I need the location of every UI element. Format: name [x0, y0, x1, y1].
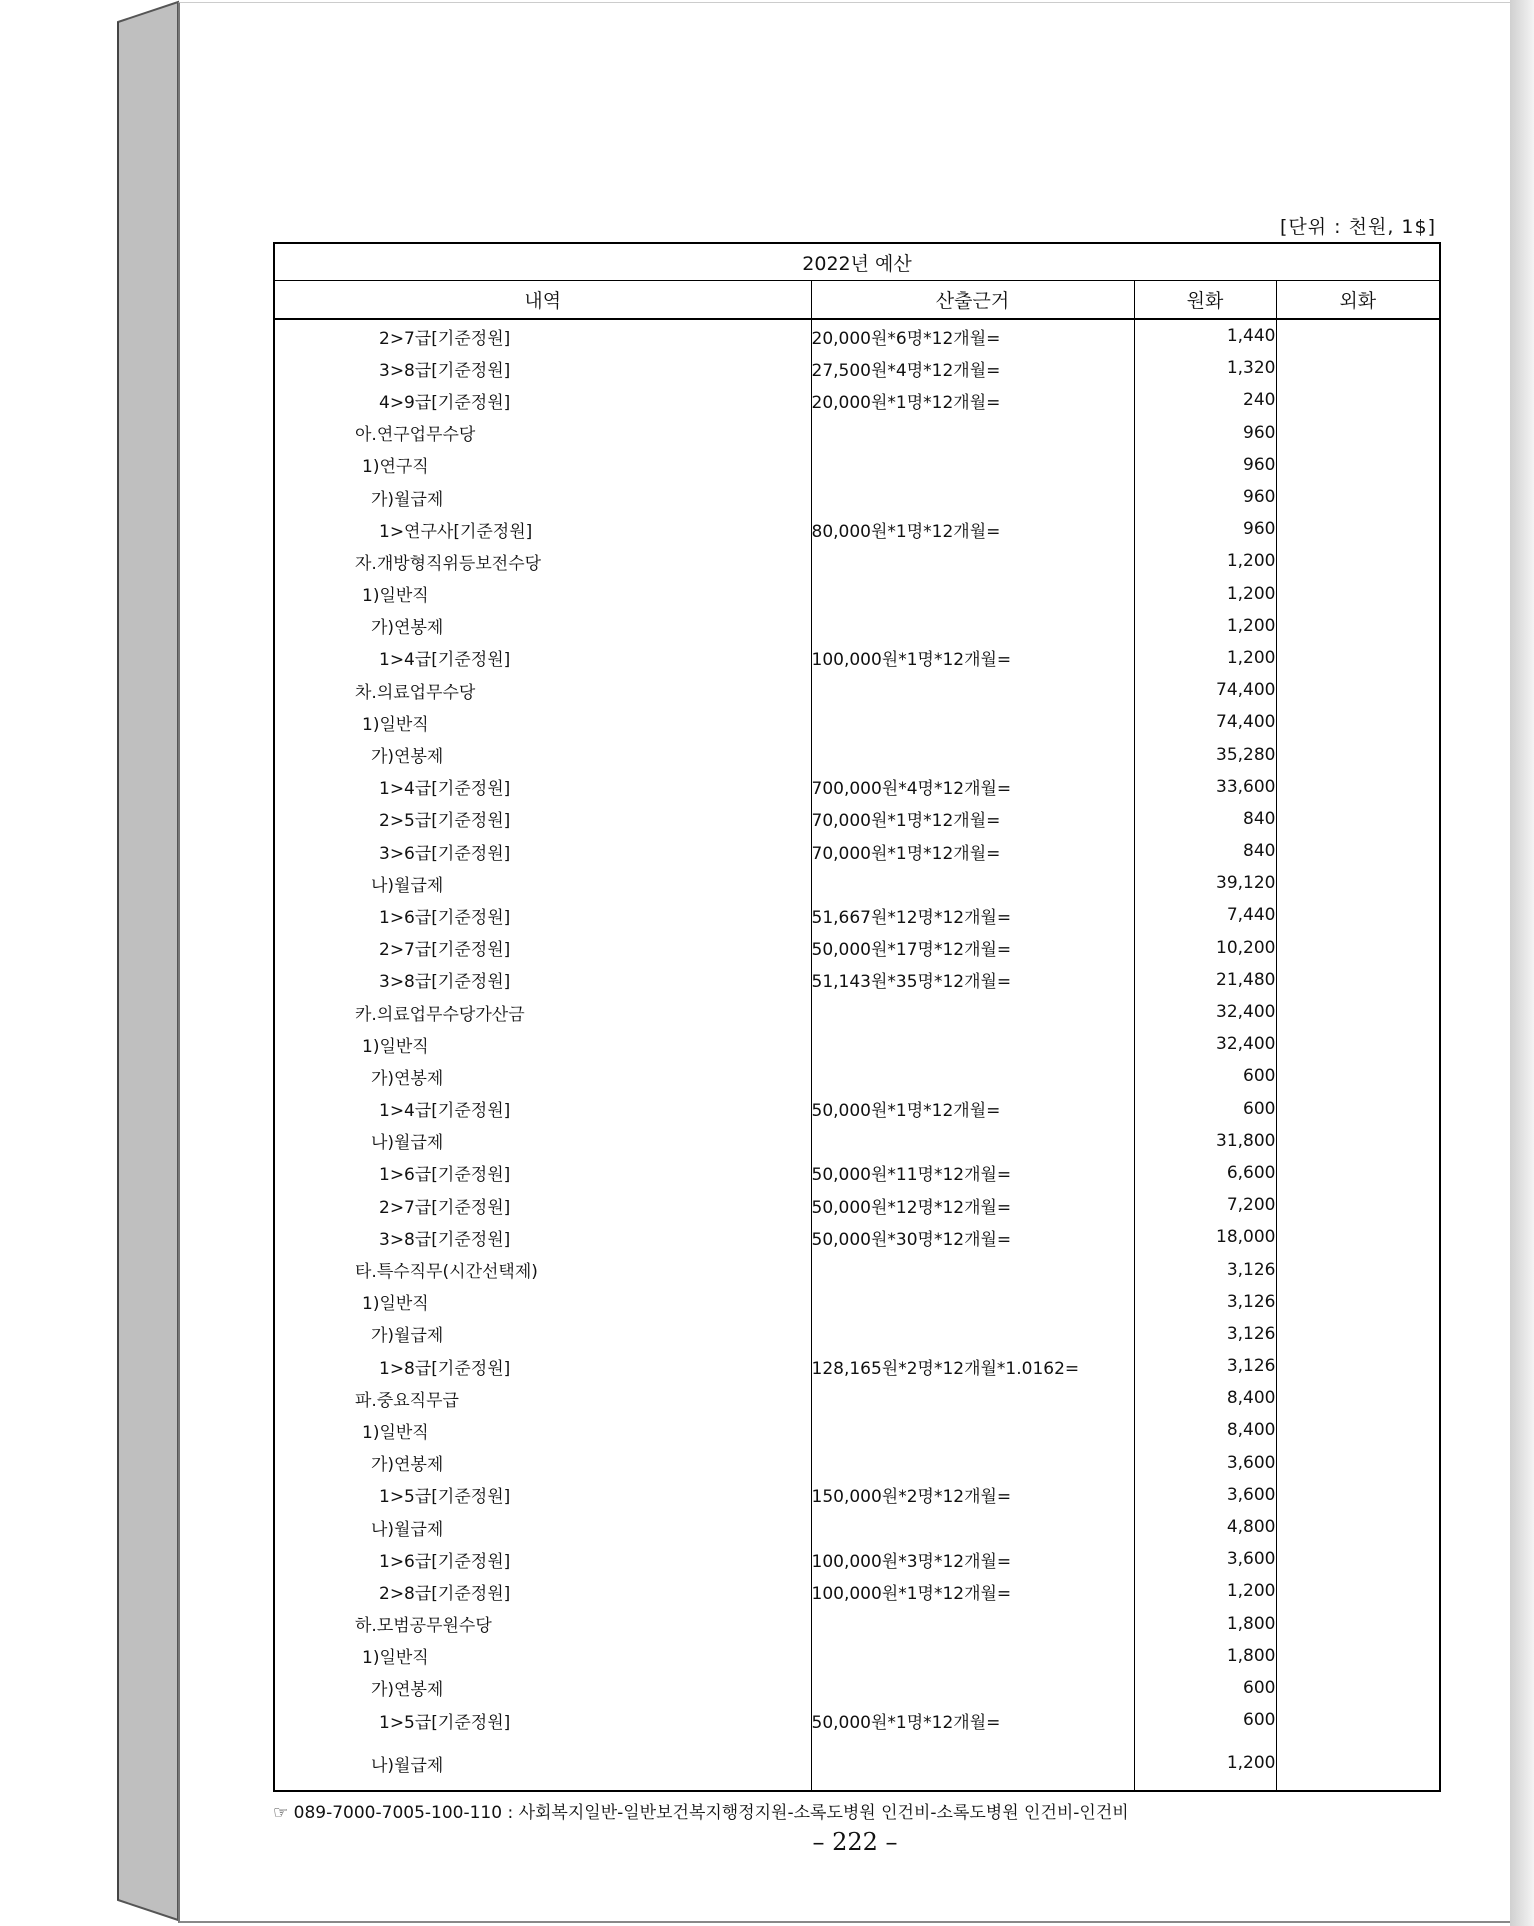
row-description: 2>5급[기준정원]	[274, 803, 811, 835]
row-krw-amount: 600	[1134, 1672, 1276, 1704]
row-basis	[811, 706, 1134, 738]
row-foreign-amount	[1276, 899, 1440, 931]
row-foreign-amount	[1276, 1543, 1440, 1575]
table-row	[274, 352, 1440, 384]
table-row	[274, 1028, 1440, 1060]
row-foreign-amount	[1276, 1479, 1440, 1511]
row-krw-amount: 960	[1134, 449, 1276, 481]
row-description: 1)일반직	[274, 706, 811, 738]
table-body	[274, 319, 1440, 1791]
row-krw-amount: 3,126	[1134, 1286, 1276, 1318]
row-foreign-amount	[1276, 578, 1440, 610]
row-krw-amount: 3,600	[1134, 1543, 1276, 1575]
row-description: 1>4급[기준정원]	[274, 642, 811, 674]
row-basis	[811, 610, 1134, 642]
row-foreign-amount	[1276, 1736, 1440, 1791]
row-foreign-amount	[1276, 417, 1440, 449]
row-krw-amount: 960	[1134, 417, 1276, 449]
row-foreign-amount	[1276, 932, 1440, 964]
row-foreign-amount	[1276, 1286, 1440, 1318]
row-krw-amount: 74,400	[1134, 706, 1276, 738]
row-foreign-amount	[1276, 1350, 1440, 1382]
row-krw-amount: 960	[1134, 481, 1276, 513]
row-foreign-amount	[1276, 996, 1440, 1028]
table-row	[274, 1511, 1440, 1543]
book-spine	[0, 0, 190, 1926]
row-foreign-amount	[1276, 449, 1440, 481]
table-row	[274, 319, 1440, 352]
table-row	[274, 449, 1440, 481]
header-basis: 산출근거	[811, 281, 1134, 320]
row-description: 카.의료업무수당가산금	[274, 996, 811, 1028]
row-krw-amount: 840	[1134, 803, 1276, 835]
row-krw-amount: 21,480	[1134, 964, 1276, 996]
row-foreign-amount	[1276, 1704, 1440, 1736]
row-krw-amount: 8,400	[1134, 1414, 1276, 1446]
row-krw-amount: 1,200	[1134, 610, 1276, 642]
table-row	[274, 545, 1440, 577]
row-basis: 80,000원*1명*12개월=	[811, 513, 1134, 545]
table-row	[274, 932, 1440, 964]
row-description: 나)월급제	[274, 867, 811, 899]
row-description: 가)연봉제	[274, 1447, 811, 1479]
page-edge-shadow	[1510, 0, 1534, 1926]
table-row	[274, 803, 1440, 835]
row-krw-amount: 600	[1134, 1060, 1276, 1092]
row-basis: 100,000원*1명*12개월=	[811, 642, 1134, 674]
row-basis: 27,500원*4명*12개월=	[811, 352, 1134, 384]
table-row	[274, 899, 1440, 931]
page-number: – 222 –	[812, 1828, 898, 1856]
table-row	[274, 1608, 1440, 1640]
row-basis: 100,000원*1명*12개월=	[811, 1575, 1134, 1607]
row-basis: 70,000원*1명*12개월=	[811, 835, 1134, 867]
row-krw-amount: 3,126	[1134, 1253, 1276, 1285]
row-description: 1>6급[기준정원]	[274, 899, 811, 931]
row-krw-amount: 4,800	[1134, 1511, 1276, 1543]
row-krw-amount: 3,126	[1134, 1350, 1276, 1382]
table-row	[274, 1125, 1440, 1157]
row-basis: 50,000원*30명*12개월=	[811, 1221, 1134, 1253]
row-description: 1>6급[기준정원]	[274, 1543, 811, 1575]
row-description: 가)연봉제	[274, 1060, 811, 1092]
row-krw-amount: 10,200	[1134, 932, 1276, 964]
row-krw-amount: 6,600	[1134, 1157, 1276, 1189]
row-krw-amount: 74,400	[1134, 674, 1276, 706]
row-basis: 128,165원*2명*12개월*1.0162=	[811, 1350, 1134, 1382]
table-row	[274, 481, 1440, 513]
row-foreign-amount	[1276, 738, 1440, 770]
row-krw-amount: 1,200	[1134, 1575, 1276, 1607]
row-foreign-amount	[1276, 481, 1440, 513]
table-row	[274, 1286, 1440, 1318]
row-krw-amount: 7,200	[1134, 1189, 1276, 1221]
table-row	[274, 1543, 1440, 1575]
row-basis	[811, 1672, 1134, 1704]
row-basis	[811, 1253, 1134, 1285]
row-basis	[811, 578, 1134, 610]
row-foreign-amount	[1276, 384, 1440, 416]
row-basis: 70,000원*1명*12개월=	[811, 803, 1134, 835]
row-description: 가)연봉제	[274, 610, 811, 642]
row-krw-amount: 32,400	[1134, 996, 1276, 1028]
table-row	[274, 1221, 1440, 1253]
row-foreign-amount	[1276, 674, 1440, 706]
row-description: 타.특수직무(시간선택제)	[274, 1253, 811, 1285]
row-krw-amount: 600	[1134, 1093, 1276, 1125]
row-description: 1)일반직	[274, 1640, 811, 1672]
row-krw-amount: 3,600	[1134, 1479, 1276, 1511]
row-description: 3>8급[기준정원]	[274, 1221, 811, 1253]
table-row	[274, 1736, 1440, 1791]
row-basis: 20,000원*1명*12개월=	[811, 384, 1134, 416]
table-row	[274, 610, 1440, 642]
row-description: 1>5급[기준정원]	[274, 1479, 811, 1511]
header-krw: 원화	[1134, 281, 1276, 320]
row-foreign-amount	[1276, 771, 1440, 803]
row-basis: 100,000원*3명*12개월=	[811, 1543, 1134, 1575]
row-krw-amount: 33,600	[1134, 771, 1276, 803]
row-description: 2>7급[기준정원]	[274, 319, 811, 352]
row-description: 4>9급[기준정원]	[274, 384, 811, 416]
row-krw-amount: 240	[1134, 384, 1276, 416]
row-foreign-amount	[1276, 610, 1440, 642]
row-description: 1)일반직	[274, 1028, 811, 1060]
table-row	[274, 706, 1440, 738]
row-foreign-amount	[1276, 867, 1440, 899]
row-krw-amount: 18,000	[1134, 1221, 1276, 1253]
row-basis: 20,000원*6명*12개월=	[811, 319, 1134, 352]
row-basis	[811, 449, 1134, 481]
row-basis: 50,000원*1명*12개월=	[811, 1093, 1134, 1125]
table-row	[274, 867, 1440, 899]
row-basis: 50,000원*1명*12개월=	[811, 1704, 1134, 1736]
row-foreign-amount	[1276, 1060, 1440, 1092]
row-description: 1>4급[기준정원]	[274, 1093, 811, 1125]
row-basis	[811, 1511, 1134, 1543]
row-krw-amount: 7,440	[1134, 899, 1276, 931]
row-foreign-amount	[1276, 835, 1440, 867]
table-row	[274, 513, 1440, 545]
row-description: 1>4급[기준정원]	[274, 771, 811, 803]
row-foreign-amount	[1276, 545, 1440, 577]
row-foreign-amount	[1276, 706, 1440, 738]
row-basis	[811, 1382, 1134, 1414]
row-krw-amount: 1,800	[1134, 1640, 1276, 1672]
row-foreign-amount	[1276, 513, 1440, 545]
row-foreign-amount	[1276, 1028, 1440, 1060]
row-description: 나)월급제	[274, 1511, 811, 1543]
header-description: 내역	[274, 281, 811, 320]
row-description: 파.중요직무급	[274, 1382, 811, 1414]
row-basis	[811, 1028, 1134, 1060]
row-basis	[811, 417, 1134, 449]
row-description: 차.의료업무수당	[274, 674, 811, 706]
row-krw-amount: 840	[1134, 835, 1276, 867]
row-foreign-amount	[1276, 319, 1440, 352]
table-row	[274, 771, 1440, 803]
row-krw-amount: 960	[1134, 513, 1276, 545]
row-krw-amount: 8,400	[1134, 1382, 1276, 1414]
row-krw-amount: 39,120	[1134, 867, 1276, 899]
row-foreign-amount	[1276, 1093, 1440, 1125]
row-basis	[811, 1286, 1134, 1318]
table-row	[274, 642, 1440, 674]
row-foreign-amount	[1276, 803, 1440, 835]
row-foreign-amount	[1276, 1157, 1440, 1189]
row-foreign-amount	[1276, 964, 1440, 996]
table-row	[274, 835, 1440, 867]
table-row	[274, 1704, 1440, 1736]
row-foreign-amount	[1276, 642, 1440, 674]
row-foreign-amount	[1276, 1447, 1440, 1479]
table-row	[274, 417, 1440, 449]
row-basis: 700,000원*4명*12개월=	[811, 771, 1134, 803]
table-row	[274, 1060, 1440, 1092]
table-row	[274, 738, 1440, 770]
table-row	[274, 1318, 1440, 1350]
row-description: 1)일반직	[274, 578, 811, 610]
row-description: 1>연구사[기준정원]	[274, 513, 811, 545]
row-krw-amount: 3,600	[1134, 1447, 1276, 1479]
row-krw-amount: 1,200	[1134, 545, 1276, 577]
table-row	[274, 1253, 1440, 1285]
row-description: 가)월급제	[274, 1318, 811, 1350]
row-basis: 50,000원*12명*12개월=	[811, 1189, 1134, 1221]
row-foreign-amount	[1276, 1189, 1440, 1221]
row-basis	[811, 481, 1134, 513]
row-basis	[811, 738, 1134, 770]
row-foreign-amount	[1276, 1575, 1440, 1607]
row-description: 아.연구업무수당	[274, 417, 811, 449]
row-basis	[811, 1318, 1134, 1350]
row-krw-amount: 600	[1134, 1704, 1276, 1736]
row-description: 1)일반직	[274, 1414, 811, 1446]
table-row	[274, 1640, 1440, 1672]
row-description: 1>5급[기준정원]	[274, 1704, 811, 1736]
row-basis: 50,000원*11명*12개월=	[811, 1157, 1134, 1189]
table-row	[274, 578, 1440, 610]
row-description: 3>8급[기준정원]	[274, 964, 811, 996]
row-foreign-amount	[1276, 1640, 1440, 1672]
row-krw-amount: 1,320	[1134, 352, 1276, 384]
row-krw-amount: 32,400	[1134, 1028, 1276, 1060]
table-row	[274, 674, 1440, 706]
row-basis	[811, 1640, 1134, 1672]
row-description: 나)월급제	[274, 1736, 811, 1791]
row-description: 3>6급[기준정원]	[274, 835, 811, 867]
row-foreign-amount	[1276, 1125, 1440, 1157]
row-description: 나)월급제	[274, 1125, 811, 1157]
table-row	[274, 1672, 1440, 1704]
row-foreign-amount	[1276, 352, 1440, 384]
row-basis	[811, 1060, 1134, 1092]
table-row	[274, 996, 1440, 1028]
row-basis	[811, 1608, 1134, 1640]
row-basis: 51,667원*12명*12개월=	[811, 899, 1134, 931]
row-description: 가)월급제	[274, 481, 811, 513]
row-krw-amount: 1,200	[1134, 578, 1276, 610]
table-row	[274, 1093, 1440, 1125]
row-krw-amount: 1,440	[1134, 319, 1276, 352]
row-description: 가)연봉제	[274, 738, 811, 770]
row-basis	[811, 1736, 1134, 1791]
row-foreign-amount	[1276, 1382, 1440, 1414]
row-foreign-amount	[1276, 1318, 1440, 1350]
row-foreign-amount	[1276, 1414, 1440, 1446]
row-description: 가)연봉제	[274, 1672, 811, 1704]
unit-label: [단위 : 천원, 1$]	[1280, 216, 1436, 238]
budget-table	[273, 242, 1441, 1792]
table-row	[274, 1447, 1440, 1479]
row-basis	[811, 1125, 1134, 1157]
table-row	[274, 1189, 1440, 1221]
row-description: 2>7급[기준정원]	[274, 932, 811, 964]
row-basis	[811, 545, 1134, 577]
row-description: 1>8급[기준정원]	[274, 1350, 811, 1382]
table-row	[274, 1479, 1440, 1511]
row-basis: 150,000원*2명*12개월=	[811, 1479, 1134, 1511]
row-description: 2>7급[기준정원]	[274, 1189, 811, 1221]
account-code-footnote: ☞ 089-7000-7005-100-110 : 사회복지일반-일반보건복지행정지원-소록도병원 인건비-소록도병원 인건비-인건비	[273, 1803, 1129, 1823]
row-krw-amount: 31,800	[1134, 1125, 1276, 1157]
row-basis	[811, 996, 1134, 1028]
row-foreign-amount	[1276, 1608, 1440, 1640]
row-description: 하.모범공무원수당	[274, 1608, 811, 1640]
row-description: 1)연구직	[274, 449, 811, 481]
row-basis: 50,000원*17명*12개월=	[811, 932, 1134, 964]
row-krw-amount: 1,800	[1134, 1608, 1276, 1640]
header-foreign: 외화	[1276, 281, 1440, 320]
table-row	[274, 1157, 1440, 1189]
row-krw-amount: 3,126	[1134, 1318, 1276, 1350]
row-description: 1)일반직	[274, 1286, 811, 1318]
row-krw-amount: 1,200	[1134, 1736, 1276, 1791]
row-basis: 51,143원*35명*12개월=	[811, 964, 1134, 996]
row-basis	[811, 1447, 1134, 1479]
table-row	[274, 1350, 1440, 1382]
row-foreign-amount	[1276, 1511, 1440, 1543]
row-foreign-amount	[1276, 1221, 1440, 1253]
row-description: 1>6급[기준정원]	[274, 1157, 811, 1189]
row-description: 2>8급[기준정원]	[274, 1575, 811, 1607]
row-basis	[811, 1414, 1134, 1446]
row-foreign-amount	[1276, 1672, 1440, 1704]
row-basis	[811, 674, 1134, 706]
table-row	[274, 1575, 1440, 1607]
row-basis	[811, 867, 1134, 899]
row-foreign-amount	[1276, 1253, 1440, 1285]
table-title: 2022년 예산	[274, 243, 1440, 281]
table-row	[274, 1382, 1440, 1414]
table-row	[274, 964, 1440, 996]
row-description: 3>8급[기준정원]	[274, 352, 811, 384]
table-row	[274, 384, 1440, 416]
row-krw-amount: 35,280	[1134, 738, 1276, 770]
row-description: 자.개방형직위등보전수당	[274, 545, 811, 577]
row-krw-amount: 1,200	[1134, 642, 1276, 674]
table-row	[274, 1414, 1440, 1446]
